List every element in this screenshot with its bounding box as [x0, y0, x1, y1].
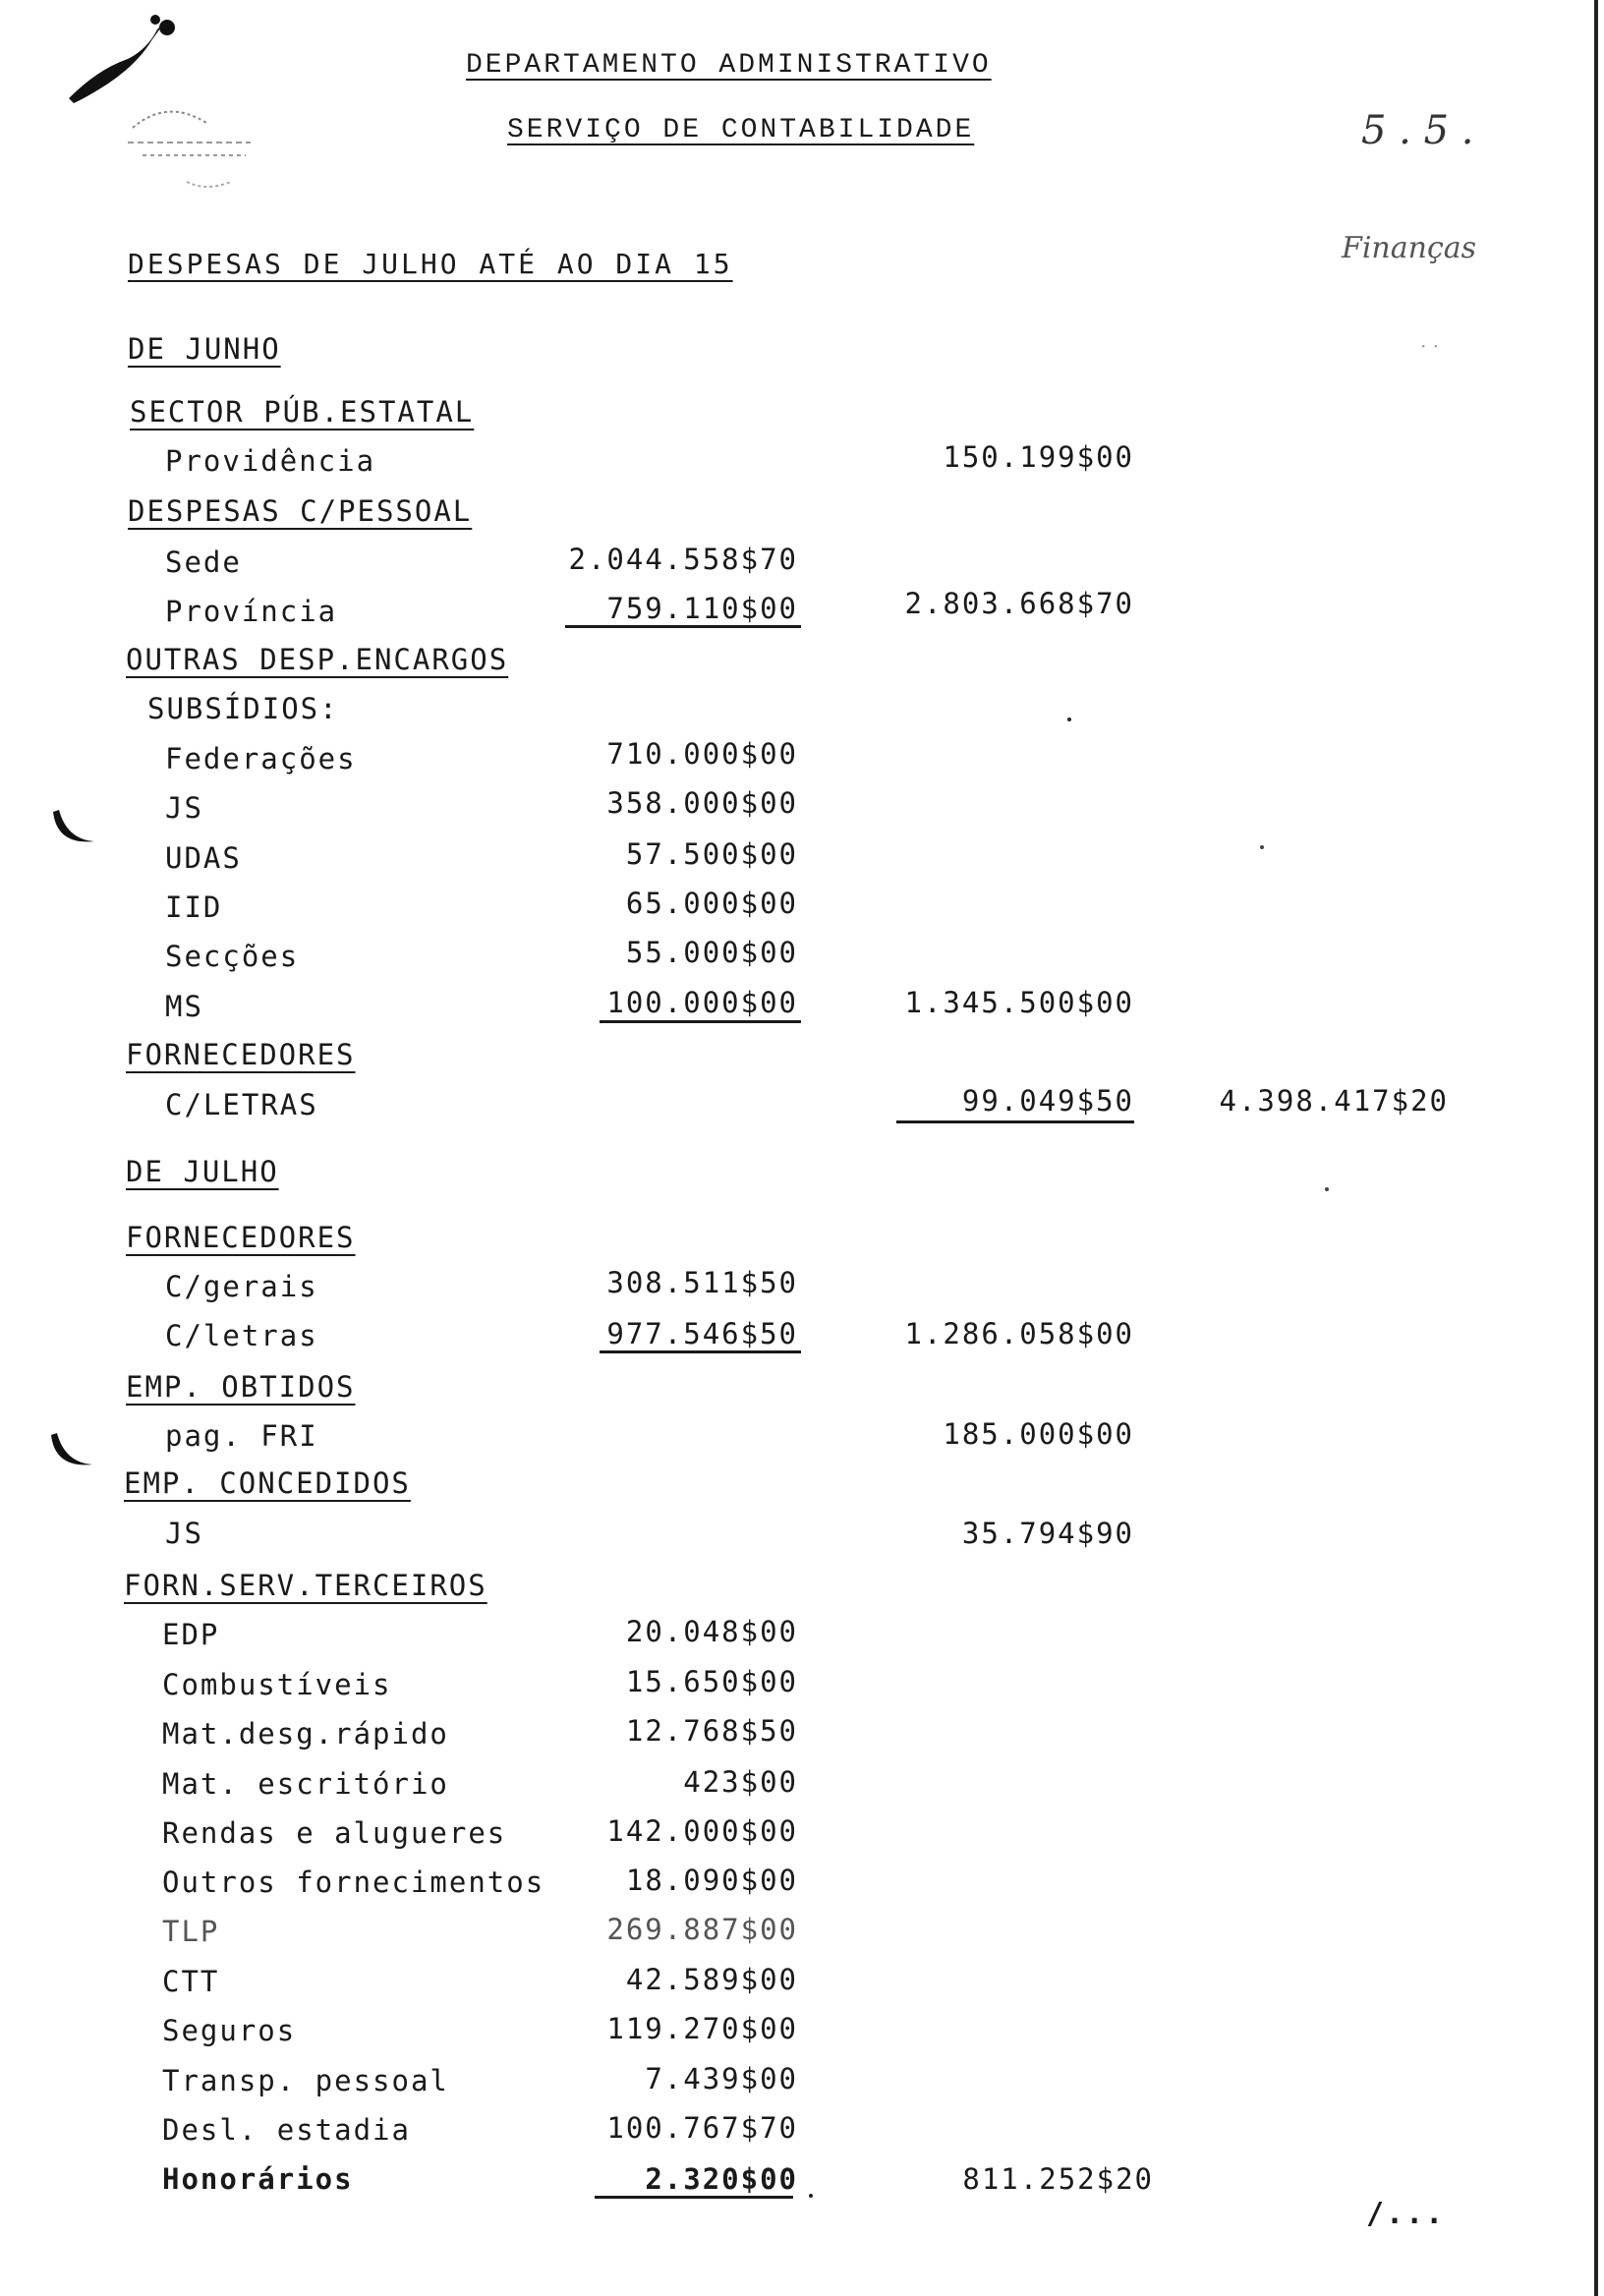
sector-total: 150.199$00 [943, 440, 1134, 474]
subtotal-rule [600, 1350, 801, 1353]
subsidies-label: SUBSÍDIOS: [147, 692, 339, 725]
other-expenses-total: 1.345.500$00 [904, 986, 1134, 1019]
subtotal-rule [565, 625, 801, 628]
staff-label: DESPESAS C/PESSOAL [128, 494, 473, 528]
staff-item-label: Sede [165, 545, 242, 579]
other-expenses-label: OUTRAS DESP.ENCARGOS [126, 643, 509, 676]
july-supplier-item-value: 977.546$50 [606, 1317, 798, 1350]
service-heading: SERVIÇO DE CONTABILIDADE [507, 115, 975, 145]
subsidy-item-label: Secções [165, 940, 300, 973]
third-party-item-value: 142.000$00 [606, 1814, 798, 1848]
july-supplier-item-label: C/letras [165, 1319, 318, 1352]
third-party-item-value: 423$00 [683, 1765, 798, 1799]
third-party-item-value: 20.048$00 [625, 1615, 798, 1648]
third-party-item-value: 42.589$00 [625, 1963, 798, 1996]
sector-label: SECTOR PÚB.ESTATAL [130, 395, 475, 429]
third-party-item-value: 7.439$00 [645, 2062, 798, 2095]
third-party-item-value: 119.270$00 [606, 2012, 798, 2045]
loans-granted-item: JS [165, 1517, 203, 1550]
subsidy-item-value: 100.000$00 [606, 986, 798, 1019]
third-party-item-label: Honorários [162, 2162, 354, 2196]
third-party-item-label: Outros fornecimentos [162, 1866, 545, 1899]
speck [1260, 845, 1264, 849]
third-party-item-label: Combustíveis [162, 1668, 392, 1701]
third-party-item-label: Rendas e alugueres [162, 1816, 507, 1850]
subtotal-rule [600, 1020, 801, 1023]
punch-hole-mark [45, 1427, 98, 1476]
subsidy-item-value: 358.000$00 [606, 786, 798, 820]
subsidy-item-value: 710.000$00 [606, 737, 798, 771]
loans-obtained-total: 185.000$00 [943, 1417, 1134, 1451]
subsidy-item-value: 55.000$00 [625, 936, 798, 969]
subsidy-item-label: UDAS [165, 841, 242, 875]
emblem-logo [59, 10, 265, 206]
july-suppliers-total: 1.286.058$00 [904, 1317, 1134, 1350]
july-supplier-item-value: 308.511$50 [606, 1266, 798, 1299]
third-party-item-label: Mat.desg.rápido [162, 1717, 449, 1751]
staff-total: 2.803.668$70 [904, 587, 1134, 620]
page-edge [1594, 0, 1598, 2296]
third-party-item-value: 100.767$70 [606, 2111, 798, 2145]
july-suppliers-label: FORNECEDORES [126, 1221, 356, 1254]
third-party-item-label: TLP [162, 1915, 220, 1948]
third-party-item-label: Seguros [162, 2014, 297, 2047]
third-party-item-label: Transp. pessoal [162, 2064, 449, 2097]
illegible-annotation-mark: · · [1420, 334, 1440, 358]
department-heading: DEPARTAMENTO ADMINISTRATIVO [466, 50, 992, 81]
speck [1067, 718, 1071, 721]
loans-granted-total: 35.794$90 [961, 1517, 1134, 1550]
speck [809, 2194, 813, 2198]
page-reference: 5 . 5 . [1361, 108, 1474, 153]
subsidy-item-value: 65.000$00 [625, 887, 798, 920]
june-suppliers-label: FORNECEDORES [126, 1038, 356, 1071]
subsidy-item-value: 57.500$00 [625, 837, 798, 871]
loans-granted-label: EMP. CONCEDIDOS [124, 1466, 411, 1500]
section-june: DE JUNHO [128, 332, 281, 366]
third-party-item-label: CTT [162, 1965, 220, 1998]
speck [1325, 1187, 1329, 1191]
sector-item: Providência [165, 444, 376, 478]
staff-item-value: 2.044.558$70 [568, 543, 798, 576]
third-party-item-value: 18.090$00 [625, 1864, 798, 1897]
third-party-item-value: 15.650$00 [625, 1665, 798, 1698]
third-party-total: 811.252$20 [962, 2162, 1154, 2196]
loans-obtained-label: EMP. OBTIDOS [126, 1370, 356, 1404]
staff-item-value: 759.110$00 [606, 592, 798, 625]
staff-item-label: Província [165, 595, 338, 628]
subtotal-rule [595, 2196, 793, 2199]
third-party-label: FORN.SERV.TERCEIROS [124, 1569, 487, 1602]
july-supplier-item-label: C/gerais [165, 1270, 318, 1303]
third-party-item-value: 12.768$50 [625, 1714, 798, 1748]
page-title: DESPESAS DE JULHO ATÉ AO DIA 15 [128, 248, 733, 280]
third-party-item-value: 269.887$00 [606, 1913, 798, 1946]
june-suppliers-item: C/LETRAS [165, 1088, 318, 1121]
subsidy-item-label: JS [165, 791, 203, 825]
handwritten-annotation: Finanças [1342, 231, 1477, 265]
subsidy-item-label: IID [165, 890, 223, 924]
third-party-item-value: 2.320$00 [645, 2162, 798, 2196]
continuation-mark: /... [1366, 2197, 1446, 2231]
section-july: DE JULHO [126, 1155, 279, 1188]
june-suppliers-total: 99.049$50 [961, 1084, 1134, 1118]
punch-hole-mark [47, 804, 100, 853]
third-party-item-label: Mat. escritório [162, 1767, 449, 1801]
third-party-item-label: Desl. estadia [162, 2113, 411, 2147]
third-party-item-label: EDP [162, 1618, 220, 1651]
subtotal-rule [896, 1120, 1134, 1123]
subsidy-item-label: MS [165, 990, 203, 1023]
june-grand-total: 4.398.417$20 [1219, 1084, 1449, 1118]
subsidy-item-label: Federações [165, 742, 357, 775]
loans-obtained-item: pag. FRI [165, 1419, 318, 1453]
